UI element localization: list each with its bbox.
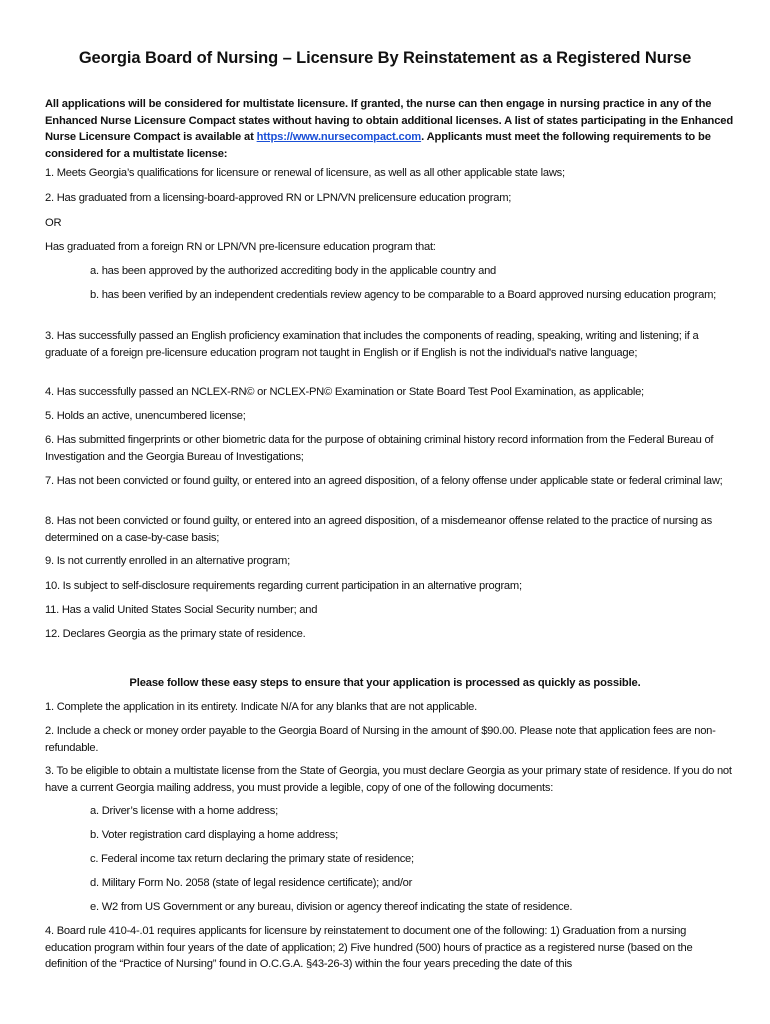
step-4: 4. Board rule 410-4-.01 requires applicants for licensure by reinstatement to document one of the following: 1) Graduation from a nursing education program within four years of the date of application; 2) Five hundred (500) hours of practice as a registered nurse (based on the definition of the “Practice of Nursing” found in O.C.G.A. §43-26-3) within the four years preceding the date of this	[45, 925, 693, 971]
requirement-7: 7. Has not been convicted or found guilty, or entered into an agreed disposition, of a felony offense under applicable state or federal criminal law;	[45, 475, 723, 487]
document-option-e: e. W2 from US Government or any bureau, division or agency thereof indicating the state of residence.	[90, 901, 573, 913]
steps-heading: Please follow these easy steps to ensure that your application is processed as quickly as possible.	[129, 677, 641, 689]
requirement-12: 12. Declares Georgia as the primary state of residence.	[45, 628, 306, 640]
requirement-foreign-a: a. has been approved by the authorized accrediting body in the applicable country and	[90, 265, 497, 277]
document-option-a: a. Driver’s license with a home address;	[90, 805, 278, 817]
page-title: Georgia Board of Nursing – Licensure By Reinstatement as a Registered Nurse	[78, 49, 692, 67]
multistate-intro	[45, 96, 735, 162]
requirement-3: 3. Has successfully passed an English proficiency examination that includes the components of reading, speaking, writing and listening; if a graduate of a foreign pre-licensure education program not taught in English or if English is not the individual's native language;	[45, 330, 699, 359]
intro-text-end: . Applicants must meet the following requirements to be considered for a multistate license:	[45, 131, 711, 160]
document-option-d: d. Military Form No. 2058 (state of legal residence certificate); and/or	[90, 877, 413, 889]
requirement-10: 10. Is subject to self-disclosure requirements regarding current participation in an alternative program;	[45, 580, 522, 592]
requirement-8: 8. Has not been convicted or found guilty, or entered into an agreed disposition, of a misdemeanor offense related to the practice of nursing as determined on a case-by-case basis;	[45, 515, 712, 544]
requirement-2: 2. Has graduated from a licensing-board-approved RN or LPN/VN prelicensure education program;	[45, 192, 512, 204]
requirement-1: 1. Meets Georgia’s qualifications for licensure or renewal of licensure, as well as all other applicable state laws;	[45, 167, 565, 179]
step-3: 3. To be eligible to obtain a multistate license from the State of Georgia, you must declare Georgia as your primary state of residence. If you do not have a current Georgia mailing address, you must provide a legible, copy of one of the following documents:	[45, 765, 732, 794]
intro-text: All applications will be considered for multistate licensure. If granted, the nurse can then engage in nursing practice in any of the Enhanced Nurse Licensure Compact states without having to obtain additional licenses. A list of states participating in the Enhanced Nurse Licensure Compact is available at	[45, 98, 734, 144]
requirement-9: 9. Is not currently enrolled in an alternative program;	[45, 555, 290, 567]
requirement-6: 6. Has submitted fingerprints or other biometric data for the purpose of obtaining criminal history record information from the Federal Bureau of Investigation and the Georgia Bureau of Investigations;	[45, 434, 714, 463]
requirement-4: 4. Has successfully passed an NCLEX-RN© or NCLEX-PN© Examination or State Board Test Pool Examination, as applicable;	[45, 386, 644, 398]
requirement-foreign: Has graduated from a foreign RN or LPN/VN pre-licensure education program that:	[45, 241, 436, 253]
document-option-c: c. Federal income tax return declaring the primary state of residence;	[90, 853, 414, 865]
requirement-foreign-b: b. has been verified by an independent credentials review agency to be comparable to a Board approved nursing education program;	[90, 289, 716, 301]
requirement-11: 11. Has a valid United States Social Security number; and	[45, 604, 318, 616]
nursecompact-link[interactable]: https://www.nursecompact.com	[256, 131, 422, 144]
step-2: 2. Include a check or money order payable to the Georgia Board of Nursing in the amount of $90.00. Please note that application fees are non-refundable.	[45, 725, 716, 754]
document-option-b: b. Voter registration card displaying a home address;	[90, 829, 338, 841]
requirement-5: 5. Holds an active, unencumbered license;	[45, 410, 246, 422]
step-1: 1. Complete the application in its entirety. Indicate N/A for any blanks that are not applicable.	[45, 701, 478, 713]
requirement-or: OR	[45, 217, 62, 229]
